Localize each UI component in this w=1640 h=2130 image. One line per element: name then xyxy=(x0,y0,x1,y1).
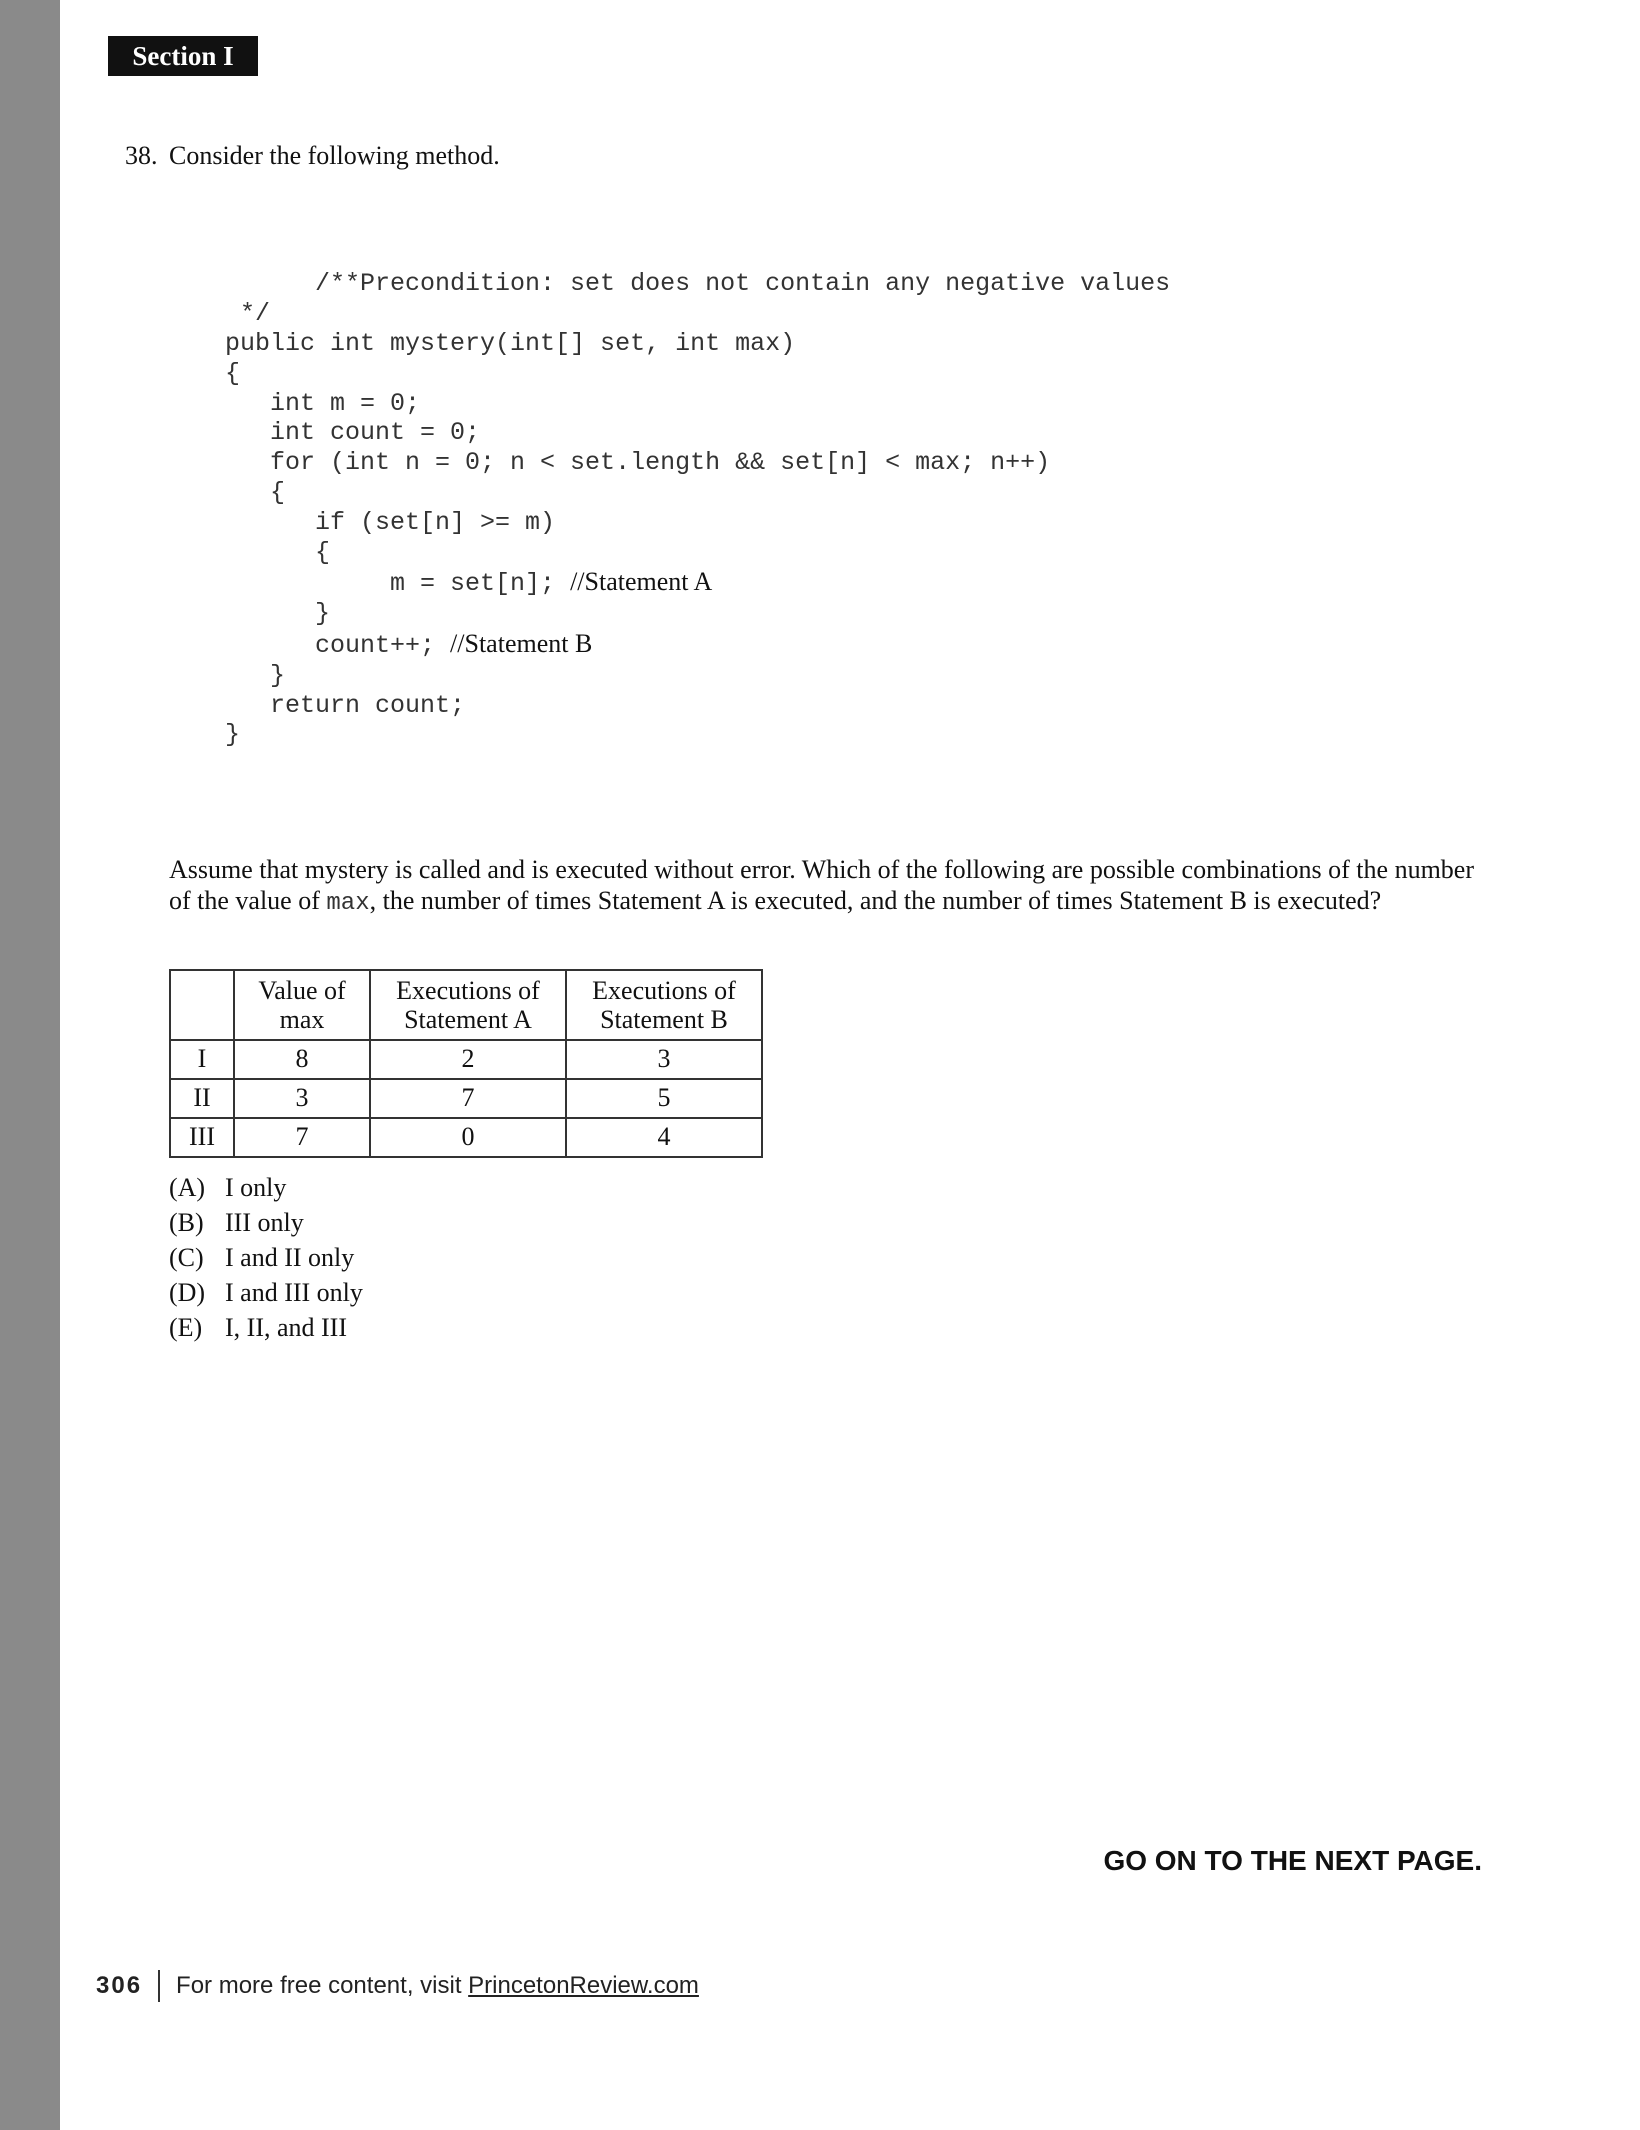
question-prompt xyxy=(169,854,1489,919)
code-line: public int mystery(int[] set, int max) xyxy=(225,328,796,358)
choice-letter: (A) xyxy=(169,1172,206,1202)
code-line-statement-b: count++; xyxy=(225,630,451,660)
table-row xyxy=(170,1040,762,1079)
table-cell: III xyxy=(170,1118,234,1157)
footer-link[interactable]: PrincetonReview.com xyxy=(468,1972,699,1999)
choice-letter: (C) xyxy=(169,1242,204,1272)
table-cell: I xyxy=(170,1040,234,1079)
comment-statement-a: //Statement A xyxy=(570,567,713,597)
footer-text xyxy=(176,1972,699,2000)
choice-text: I and III only xyxy=(225,1277,363,1307)
header-line: max xyxy=(279,1004,325,1034)
comment-statement-b: //Statement B xyxy=(450,628,593,658)
code-line: { xyxy=(225,477,286,507)
choice-letter: (E) xyxy=(169,1312,203,1342)
question-header xyxy=(125,138,1485,174)
code-line: } xyxy=(225,599,331,629)
code-line: { xyxy=(225,537,331,567)
code-line: int count = 0; xyxy=(225,418,481,448)
question-intro: Consider the following method. xyxy=(169,141,500,170)
header-line: Executions of xyxy=(592,975,736,1005)
code-line: } xyxy=(225,720,241,750)
table-cell: 4 xyxy=(566,1118,762,1157)
prompt-text: Assume that mystery is called and is executed without error. Which of the following are possible combinations of the number of the value of xyxy=(169,854,1474,915)
choice-letter: (D) xyxy=(169,1277,206,1307)
table-header-cell xyxy=(566,970,762,1040)
answer-choice-b[interactable] xyxy=(169,1205,1485,1240)
code-line-statement-a: m = set[n]; xyxy=(225,569,571,599)
code-line: int m = 0; xyxy=(225,388,421,418)
table-cell: 7 xyxy=(370,1079,566,1118)
prompt-text: , the number of times Statement A is executed, and the number of times Statement B is executed? xyxy=(369,885,1382,915)
table-cell: 3 xyxy=(566,1040,762,1079)
answer-choice-c[interactable] xyxy=(169,1240,1485,1275)
table-cell: 8 xyxy=(234,1040,370,1079)
code-lines-top xyxy=(225,240,1485,751)
combinations-table xyxy=(169,969,763,1158)
footer-divider xyxy=(158,1970,160,2002)
choice-text: I and II only xyxy=(225,1242,355,1272)
footer-caption: For more free content, visit xyxy=(176,1972,469,1999)
code-line: return count; xyxy=(225,690,466,720)
table-cell: 2 xyxy=(370,1040,566,1079)
choice-text: I, II, and III xyxy=(225,1312,347,1342)
table-header-cell xyxy=(370,970,566,1040)
table-header-cell xyxy=(170,970,234,1040)
table-cell: II xyxy=(170,1079,234,1118)
table-cell: 0 xyxy=(370,1118,566,1157)
prompt-code-max: max xyxy=(326,889,370,917)
question-number: 38. xyxy=(125,141,158,170)
code-line: } xyxy=(225,660,286,690)
page-footer xyxy=(96,1970,699,2006)
code-line: */ xyxy=(225,299,271,329)
code-line: /**Precondition: set does not contain any negative values xyxy=(315,269,1171,299)
answer-choice-a[interactable] xyxy=(169,1170,1485,1205)
side-bar xyxy=(0,0,60,2130)
choice-letter: (B) xyxy=(169,1207,204,1237)
table-header-row xyxy=(170,970,762,1040)
go-on-notice: GO ON TO THE NEXT PAGE. xyxy=(1103,1845,1482,1876)
section-label: Section I xyxy=(108,36,258,76)
table-row xyxy=(170,1118,762,1157)
page-number: 306 xyxy=(96,1972,143,1999)
table-row xyxy=(170,1079,762,1118)
header-line: Statement A xyxy=(404,1004,532,1034)
table-cell: 7 xyxy=(234,1118,370,1157)
code-line: for (int n = 0; n < set.length && set[n] < max; n++) xyxy=(225,448,1051,478)
table-cell: 3 xyxy=(234,1079,370,1118)
question-38 xyxy=(125,138,1485,1345)
table-cell: 5 xyxy=(566,1079,762,1118)
header-line: Value of xyxy=(258,975,346,1005)
answer-choices xyxy=(169,1170,1485,1345)
header-line: Executions of xyxy=(396,975,540,1005)
code-line: if (set[n] >= m) xyxy=(225,507,556,537)
code-block xyxy=(225,180,1485,810)
code-line: { xyxy=(225,358,241,388)
table-header-cell xyxy=(234,970,370,1040)
answer-choice-e[interactable] xyxy=(169,1310,1485,1345)
answer-choice-d[interactable] xyxy=(169,1275,1485,1310)
header-line: Statement B xyxy=(600,1004,728,1034)
choice-text: I only xyxy=(225,1172,287,1202)
choice-text: III only xyxy=(225,1207,304,1237)
